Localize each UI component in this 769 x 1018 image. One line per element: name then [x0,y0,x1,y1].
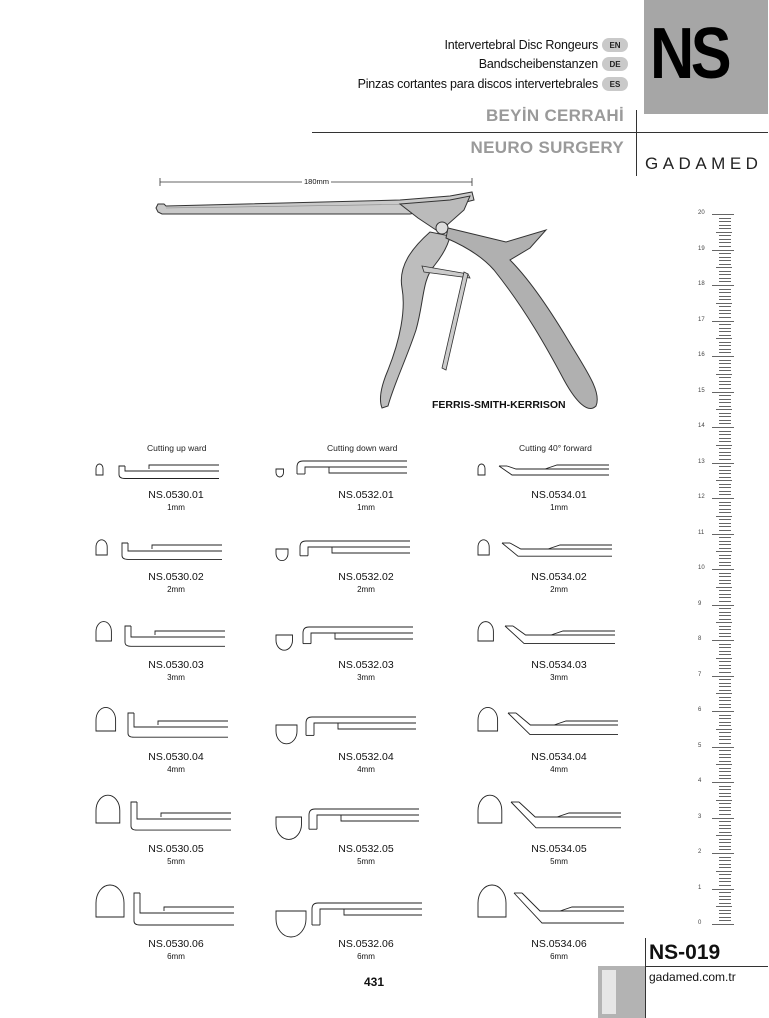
product-code: NS.0534.03 [531,659,587,671]
ruler-tick [716,480,732,481]
ruler-tick [719,509,731,510]
tip-profile [96,707,228,737]
tip-profile [276,809,419,839]
tip-profile [478,885,624,923]
ruler-tick [719,530,731,531]
ruler-tick [716,693,732,694]
ruler-tick [716,835,732,836]
ruler-label: 0 [698,920,702,926]
ruler-tick [712,427,734,428]
ruler-tick [719,636,731,637]
ruler-tick [719,466,731,467]
ruler-tick [719,377,731,378]
ruler-tick [719,519,731,520]
ruler-tick [719,629,731,630]
ruler-tick [719,725,731,726]
product-size: 4mm [167,765,185,774]
ruler-tick [719,910,731,911]
ruler-tick [719,562,731,563]
ruler-tick [719,281,731,282]
ruler-tick [712,782,734,783]
ruler-tick [719,573,731,574]
ruler-tick [712,463,734,464]
ruler-tick [719,697,731,698]
ruler-label: 15 [698,387,705,394]
ruler-tick [719,665,731,666]
ruler-tick [719,221,731,222]
ruler-tick [719,505,731,506]
ruler-tick [719,370,731,371]
ruler-tick [719,388,731,389]
ruler-tick [712,640,734,641]
lang-badge-es: ES [602,77,628,91]
ruler-tick [719,651,731,652]
product-code: NS.0530.02 [148,571,204,583]
tip-profile [478,464,609,475]
ruler-tick [719,328,731,329]
ruler-tick [719,597,731,598]
ruler-tick [719,431,731,432]
ruler-tick [719,349,731,350]
ruler-tick [719,828,731,829]
ruler-tick [719,317,731,318]
ruler-tick [716,906,732,907]
ruler-tick [712,250,734,251]
ruler-label: 6 [698,707,702,713]
ruler-tick [719,580,731,581]
ruler-label: 19 [698,245,705,252]
ruler-label: 14 [698,423,705,429]
ruler-tick [719,736,731,737]
tip-profile [478,622,615,644]
ruler-tick [719,477,731,478]
ruler-tick [719,441,731,442]
tip-profile [96,464,219,479]
ruler-tick [719,842,731,843]
ruler-tick [719,526,731,527]
product-size: 4mm [550,765,568,774]
ruler-tick [719,814,731,815]
ruler-tick [719,885,731,886]
product-size: 6mm [550,952,568,961]
ruler-tick [719,633,731,634]
ruler-label: 17 [698,316,705,323]
product-code: NS.0530.06 [148,938,204,950]
ruler-tick [719,913,731,914]
ruler-tick [719,257,731,258]
product-code: NS.0530.04 [148,751,204,763]
ruler-tick [719,707,731,708]
ruler-tick [719,743,731,744]
ruler-tick [719,654,731,655]
footer-light-strip [602,970,616,1014]
ruler-label: 3 [698,813,702,820]
ruler-tick [719,306,731,307]
ruler-tick [712,676,734,677]
ruler-tick [719,789,731,790]
ruler-tick [719,700,731,701]
ruler-tick [719,399,731,400]
ruler-tick [719,523,731,524]
ruler-label: 12 [698,494,705,500]
ruler-tick [716,516,732,517]
ruler-tick [719,612,731,613]
ruler-tick [719,761,731,762]
ruler-tick [712,534,734,535]
ruler-tick [719,502,731,503]
product-code: NS.0534.01 [531,489,587,501]
ruler-tick [719,360,731,361]
length-label: 180mm [304,177,330,186]
ruler-tick [719,260,731,261]
ruler-tick [719,487,731,488]
ruler-tick [719,459,731,460]
ruler-tick [719,583,731,584]
ruler-tick [719,367,731,368]
ruler-tick [719,218,731,219]
ruler-tick [719,839,731,840]
ruler-tick [719,512,731,513]
tip-profile [276,541,410,561]
ruler-tick [719,448,731,449]
product-code: NS.0532.03 [338,659,394,671]
tip-profile [276,903,422,937]
product-size: 2mm [550,585,568,594]
ruler-tick [719,718,731,719]
product-code: NS.0534.06 [531,938,587,950]
ruler-tick [719,690,731,691]
ruler-tick [719,345,731,346]
ruler-tick [719,541,731,542]
ruler-tick [719,228,731,229]
product-size: 6mm [357,952,375,961]
product-size: 5mm [167,857,185,866]
ruler-tick [719,576,731,577]
ruler-tick [719,644,731,645]
ruler-tick [719,896,731,897]
category-turkish: BEYİN CERRAHİ [485,106,624,125]
ruler-tick [719,778,731,779]
ruler-tick [719,715,731,716]
ruler-tick [712,214,734,215]
ruler-tick [719,796,731,797]
ruler-tick [719,544,731,545]
ruler-tick [719,704,731,705]
ruler-label: 20 [698,210,705,216]
ruler-tick [716,658,732,659]
ruler-tick [719,406,731,407]
ruler-tick [719,626,731,627]
ruler-tick [719,750,731,751]
ruler-label: 1 [698,884,702,891]
ruler-tick [719,874,731,875]
ruler-tick [719,903,731,904]
product-size: 3mm [167,673,185,682]
ruler-tick [719,860,731,861]
title-en: Intervertebral Disc Rongeurs [444,38,598,52]
ruler-label: 4 [698,778,702,784]
ruler-tick [719,271,731,272]
tip-profile [478,540,612,556]
ruler-tick [716,338,732,339]
ruler-label: 7 [698,671,702,678]
ruler-tick [719,647,731,648]
ruler-tick [719,253,731,254]
ruler-tick [719,775,731,776]
ruler-tick [719,619,731,620]
tip-profile [276,627,413,650]
tip-profile [276,717,416,744]
ruler-tick [719,352,731,353]
product-code: NS.0534.05 [531,843,587,855]
tip-profile [96,795,231,830]
ruler-tick [716,374,732,375]
ruler-tick [719,296,731,297]
ruler-tick [712,889,734,890]
product-code: NS.0532.06 [338,938,394,950]
ruler-label: 8 [698,636,702,642]
ruler-label: 10 [698,565,705,571]
ruler-label: 11 [698,529,705,536]
ruler-tick [719,278,731,279]
ruler-tick [719,470,731,471]
title-es: Pinzas cortantes para discos intervertebrales [357,77,598,91]
ruler-tick [719,661,731,662]
ruler-tick [719,381,731,382]
catalog-page-code: NS-019 [649,941,721,964]
ruler-tick [719,881,731,882]
ruler-tick [719,494,731,495]
product-size: 3mm [550,673,568,682]
ruler-tick [712,569,734,570]
ruler-tick [719,732,731,733]
ruler-tick [719,825,731,826]
product-code: NS.0532.02 [338,571,394,583]
ruler-tick [719,242,731,243]
product-size: 2mm [167,585,185,594]
instrument-name: FERRIS-SMITH-KERRISON [432,399,566,411]
ruler-tick [719,615,731,616]
ruler-tick [712,392,734,393]
ruler-tick [719,668,731,669]
ruler-tick [719,601,731,602]
ruler-tick [719,807,731,808]
ruler-tick [716,551,732,552]
category-english: NEURO SURGERY [470,138,624,157]
ruler-tick [719,722,731,723]
ruler-tick [719,590,731,591]
ruler-tick [719,292,731,293]
ruler-tick [719,771,731,772]
ruler-tick [719,484,731,485]
ruler-label: 18 [698,281,705,287]
ruler-tick [716,871,732,872]
ruler-tick [719,555,731,556]
ruler-tick [719,310,731,311]
ruler-label: 2 [698,849,702,855]
ruler-tick [716,622,732,623]
ruler-tick [712,356,734,357]
ruler-tick [719,413,731,414]
page-number: 431 [364,975,385,989]
ruler-tick [719,324,731,325]
ruler-tick [719,803,731,804]
ruler-tick [719,679,731,680]
ruler-tick [716,232,732,233]
ruler-tick [719,849,731,850]
product-size: 2mm [357,585,375,594]
ruler-tick [719,335,731,336]
ruler-tick [719,537,731,538]
ruler-tick [719,857,731,858]
ruler-tick [719,299,731,300]
ruler-tick [719,917,731,918]
product-size: 1mm [357,503,375,512]
ruler-tick [719,548,731,549]
product-code: NS.0532.01 [338,489,394,501]
product-size: 1mm [550,503,568,512]
ruler-tick [719,491,731,492]
ruler-tick [719,246,731,247]
product-code: NS.0534.02 [531,571,587,583]
website-url: gadamed.com.tr [649,970,736,984]
ruler-tick [712,853,734,854]
ruler-tick [719,867,731,868]
product-code: NS.0530.03 [148,659,204,671]
ruler-label: 13 [698,458,705,465]
ruler-tick [719,235,731,236]
tip-profile [478,795,621,828]
ruler-tick [719,274,731,275]
ruler-tick [719,739,731,740]
ruler-tick [719,313,731,314]
ruler-tick [716,800,732,801]
ruler-tick [719,846,731,847]
ruler-tick [719,768,731,769]
tip-profile [96,622,225,647]
ruler-tick [712,818,734,819]
ruler-tick [719,342,731,343]
column-heading-forward: Cutting 40° forward [519,443,592,453]
ruler-tick [716,587,732,588]
ruler-tick [719,920,731,921]
ruler-tick [719,423,731,424]
ruler-tick [719,384,731,385]
ruler-tick [719,289,731,290]
ruler-tick [712,711,734,712]
ruler-tick [712,498,734,499]
ruler-tick [719,672,731,673]
ruler-tick [719,821,731,822]
column-heading-upward: Cutting up ward [147,443,207,453]
logo-text: GADAMED [645,154,763,173]
ruler-tick [719,878,731,879]
ruler-tick [719,225,731,226]
ruler-tick [719,434,731,435]
ruler-tick [712,321,734,322]
ruler-tick [719,438,731,439]
ruler-tick [719,832,731,833]
ruler-tick [719,455,731,456]
ruler-tick [719,899,731,900]
product-size: 3mm [357,673,375,682]
ruler-tick [712,285,734,286]
product-code: NS.0530.05 [148,843,204,855]
ruler-label: 9 [698,600,702,607]
ruler-tick [719,239,731,240]
ruler-tick [716,764,732,765]
tip-profile [276,461,407,477]
ruler-tick [719,558,731,559]
ruler-tick [719,594,731,595]
ruler-tick [719,757,731,758]
ruler-tick [716,409,732,410]
tip-profile [96,885,234,925]
lang-badge-en: EN [602,38,628,52]
column-heading-downward: Cutting down ward [327,443,398,453]
ruler-tick [719,608,731,609]
ruler-tick [719,754,731,755]
footer-divider [645,966,768,967]
ruler-tick [719,565,731,566]
ruler-tick [719,264,731,265]
tip-profile [96,540,222,560]
ruler-tick [716,445,732,446]
product-size: 1mm [167,503,185,512]
ruler-tick [719,686,731,687]
ruler-tick [712,924,734,925]
ruler-tick [712,747,734,748]
ruler-tick [719,416,731,417]
product-code: NS.0530.01 [148,489,204,501]
product-code: NS.0534.04 [531,751,587,763]
ruler-tick [719,452,731,453]
lang-badge-de: DE [602,57,628,71]
ruler-tick [719,363,731,364]
ruler-tick [719,864,731,865]
ruler-tick [719,402,731,403]
product-code: NS.0532.04 [338,751,394,763]
ruler-tick [719,892,731,893]
product-size: 5mm [357,857,375,866]
ruler-tick [712,605,734,606]
measurement-ruler [698,206,740,928]
product-code: NS.0532.05 [338,843,394,855]
ruler-tick [719,683,731,684]
title-de: Bandscheibenstanzen [478,57,598,71]
ruler-tick [719,810,731,811]
ruler-tick [719,331,731,332]
ruler-label: 16 [698,352,705,358]
ruler-tick [719,793,731,794]
section-code: NS [650,14,729,94]
tip-profile [478,707,618,734]
ruler-tick [719,420,731,421]
ruler-tick [716,303,732,304]
ruler-tick [719,395,731,396]
ruler-tick [719,473,731,474]
ruler-label: 5 [698,742,702,749]
product-size: 4mm [357,765,375,774]
ruler-tick [716,729,732,730]
product-size: 5mm [550,857,568,866]
product-size: 6mm [167,952,185,961]
ruler-tick [716,267,732,268]
ruler-tick [719,786,731,787]
